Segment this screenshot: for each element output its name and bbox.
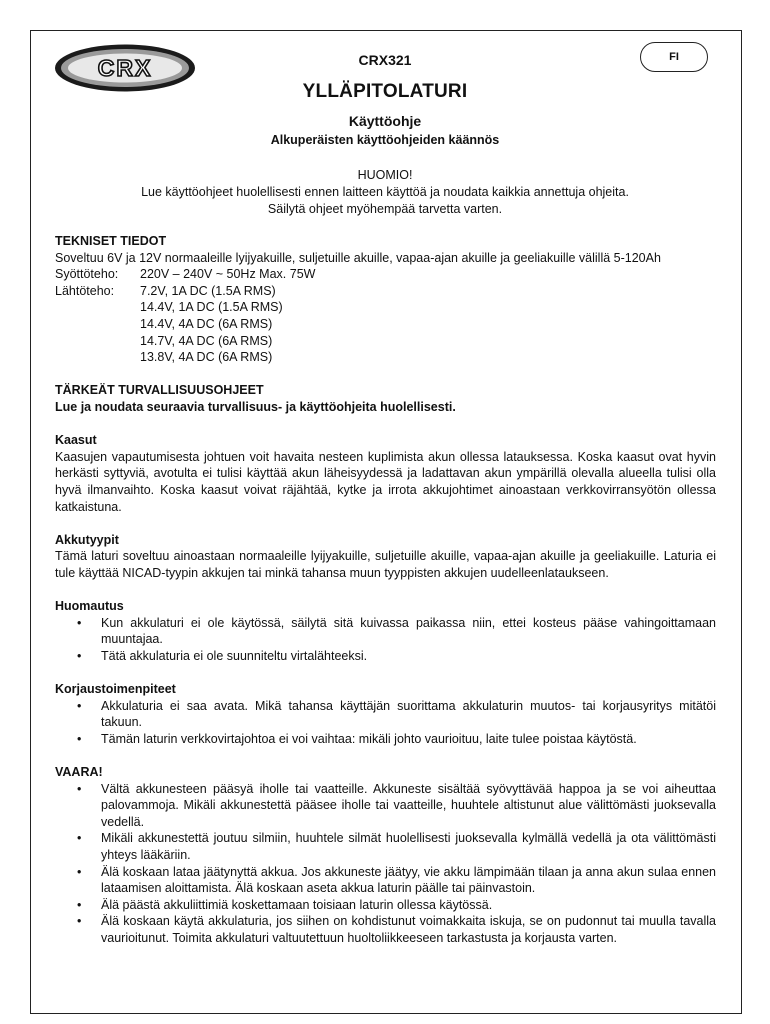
- model-number: CRX321: [358, 52, 412, 68]
- spec-input-row: [55, 266, 716, 283]
- bullet-icon: •: [77, 615, 82, 630]
- translation-note: Alkuperäisten käyttöohjeiden käännös: [270, 133, 500, 147]
- battery-types-heading: Akkutyypit: [55, 532, 119, 547]
- list-item: • Kun akkulaturi ei ole käytössä, säilytä sitä kuivassa paikassa niin, ettei kosteus pääse vahingoittamaan muuntajaa.: [77, 615, 716, 647]
- document-subtitle: Käyttöohje: [348, 113, 422, 129]
- document-title: YLLÄPITOLATURI: [302, 81, 468, 102]
- spec-output-values: [140, 283, 716, 366]
- danger-list: [55, 781, 716, 947]
- language-badge: FI: [640, 42, 708, 72]
- bullet-icon: •: [77, 864, 82, 879]
- logo-text: CRX: [97, 55, 153, 81]
- spec-output-row: [55, 283, 716, 366]
- gases-text: Kaasujen vapautumisesta johtuen voit havaita nesteen kuplimista akun ollessa latauksessa. Koska kaasut ovat hyvin herkästi syttyviä, avotulta ei tulisi käyttää akun läheisyydessä ja ladattavan akun ympärillä olevalla alueella tulisi olla hyvä ilmanvaihto. Koska kaasut voivat räjähtää, kytke ja irrota akkujohtimet ainoastaan verkkovirransyötön ollessa katkaistuna.: [55, 449, 716, 514]
- spec-output-value: 14.4V, 1A DC (1.5A RMS): [140, 300, 283, 315]
- technical-intro: Soveltuu 6V ja 12V normaaleille lyijyakuille, suljetuille akuille, vapaa-ajan akuille ja geeliakuille välillä 5-120Ah: [55, 250, 661, 265]
- note-heading: Huomautus: [55, 599, 124, 614]
- spec-output-value: 7.2V, 1A DC (1.5A RMS): [140, 283, 276, 298]
- list-item: • Vältä akkunesteen pääsyä iholle tai vaatteille. Akkuneste sisältää syövyttävää happoa ja se voi aiheuttaa palovammoja. Mikäli akkunestettä pääsee iholle tai vaatteille, huuhtele altistunut alue välittömästi juoksevalla vedellä.: [77, 781, 716, 829]
- bullet-icon: •: [77, 731, 82, 746]
- notice-block: [60, 167, 710, 218]
- list-item: • Akkulaturia ei saa avata. Mikä tahansa käyttäjän suorittama akkulaturin muutos- tai korjausyritys mitätöi takuun.: [77, 698, 716, 730]
- note-list: [55, 615, 716, 665]
- spec-output-value: 14.4V, 4A DC (6A RMS): [140, 316, 273, 331]
- spec-input-label: Syöttöteho:: [55, 267, 119, 282]
- list-item: • Tätä akkulaturia ei ole suunniteltu virtalähteeksi.: [77, 648, 368, 663]
- list-item: • Mikäli akkunestettä joutuu silmiin, huuhtele silmät huolellisesti juoksevalla kylmällä vedellä ja ota välittömästi yhteys lääkäriin.: [77, 831, 716, 862]
- gases-heading: Kaasut: [55, 433, 97, 448]
- repairs-list: [55, 698, 716, 748]
- safety-heading: TÄRKEÄT TURVALLISUUSOHJEET: [55, 383, 264, 398]
- bullet-icon: •: [77, 897, 82, 912]
- bullet-icon: •: [77, 648, 82, 663]
- notice-line-2: Säilytä ohjeet myöhempää tarvetta varten.: [267, 202, 503, 216]
- list-item: • Älä koskaan käytä akkulaturia, jos siihen on kohdistunut voimakkaita iskuja, se on pudonnut tai muulla tavalla vaurioitunut. Toimita akkulaturi valtuutettuun huoltoliikkeeseen tarkastusta ja korjausta varten.: [77, 914, 716, 945]
- notice-line-1: Lue käyttöohjeet huolellisesti ennen laitteen käyttöä ja noudata kaikkia annettuja ohjeita.: [141, 185, 629, 199]
- technical-heading: TEKNISET TIEDOT: [55, 234, 167, 248]
- bullet-icon: •: [77, 831, 82, 846]
- spec-input-value: 220V – 240V ~ 50Hz Max. 75W: [140, 267, 316, 282]
- spec-output-value: 13.8V, 4A DC (6A RMS): [140, 350, 273, 365]
- safety-subheading: Lue ja noudata seuraavia turvallisuus- ja käyttöohjeita huolellisesti.: [55, 399, 456, 414]
- spec-output-value: 14.7V, 4A DC (6A RMS): [140, 333, 273, 348]
- battery-types-text: Tämä laturi soveltuu ainoastaan normaaleille lyijyakuille, suljetuille akuille, vapaa-ajan akuille ja geeliakuille. Laturia ei tule käyttää NICAD-tyypin akkujen tai minkä tahansa muun tyyppisten akkujen uudelleenlataukseen.: [55, 549, 716, 580]
- bullet-icon: •: [77, 914, 82, 929]
- notice-heading: HUOMIO!: [357, 168, 413, 182]
- bullet-icon: •: [77, 698, 82, 713]
- danger-heading: VAARA!: [55, 765, 103, 779]
- repairs-heading: Korjaustoimenpiteet: [55, 682, 176, 697]
- list-item: • Älä päästä akkuliittimiä koskettamaan toisiaan laturin ollessa käytössä.: [77, 897, 493, 912]
- bullet-icon: •: [77, 781, 82, 796]
- list-item: • Tämän laturin verkkovirtajohtoa ei voi vaihtaa: mikäli johto vaurioituu, laite tulee poistaa käytöstä.: [77, 731, 637, 746]
- spec-output-label: Lähtöteho:: [55, 283, 115, 298]
- list-item: • Älä koskaan lataa jäätynyttä akkua. Jos akkuneste jäätyy, vie akku lämpimään tilaan ja anna akun sulaa ennen lataamisen aloittamista. Älä koskaan aseta akkua laturin päälle tai päinvastoin.: [77, 864, 716, 896]
- content-body: [55, 233, 716, 947]
